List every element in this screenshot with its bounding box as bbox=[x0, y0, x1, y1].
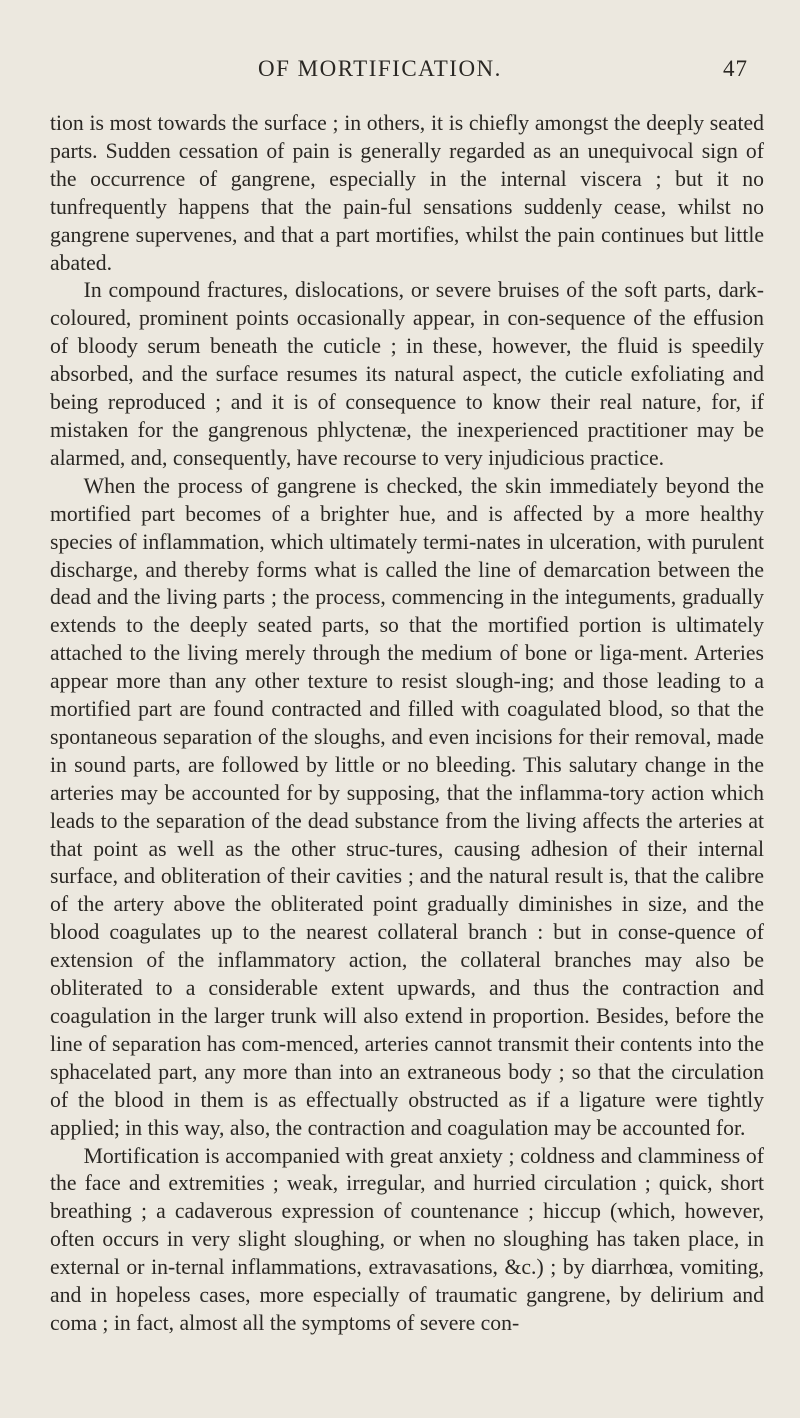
page-number: 47 bbox=[723, 56, 748, 81]
body-text bbox=[50, 110, 764, 1338]
paragraph-compound-fractures: In compound fractures, dislocations, or severe bruises of the soft parts, dark-coloured, prominent points occasionally appear, in con-sequence of the effusion of bloody serum beneath the cuticle ; in these, however, the fluid is speedily absorbed, and the surface resumes its natural aspect, the cuticle exfoliating and being reproduced ; and it is of consequence to know their real nature, for, if mistaken for the gangrenous phlyctenæ, the inexperienced practitioner may be alarmed, and, consequently, have recourse to very injudicious practice. bbox=[50, 278, 764, 470]
running-title: OF MORTIFICATION. bbox=[258, 56, 502, 81]
running-head bbox=[50, 56, 764, 96]
paragraph-continued: tion is most towards the surface ; in others, it is chiefly amongst the deeply seated parts. Sudden cessation of pain is generally regarded as an unequivocal sign of the occurrence of gangrene, especially in the internal viscera ; but it no tunfrequently happens that the pain-ful sensations suddenly cease, whilst no gangrene supervenes, and that a part mortifies, whilst the pain continues but little abated. bbox=[50, 111, 764, 275]
paragraph-line-of-demarcation: When the process of gangrene is checked, the skin immediately beyond the mortified part becomes of a brighter hue, and is affected by a more healthy species of inflammation, which ultimately termi-nates in ulceration, with purulent discharge, and thereby forms what is called the line of demarcation between the dead and the living parts ; the process, commencing in the integuments, gradually extends to the deeply seated parts, so that the mortified portion is ultimately attached to the living merely through the medium of bone or liga-ment. Arteries appear more than any other texture to resist slough-ing; and those leading to a mortified part are found contracted and filled with coagulated blood, so that the spontaneous separation of the sloughs, and even incisions for their removal, made in sound parts, are followed by little or no bleeding. This salutary change in the arteries may be accounted for by supposing, that the inflamma-tory action which leads to the separation of the dead substance from the living affects the arteries at that point as well as the other struc-tures, causing adhesion of their internal surface, and obliteration of their cavities ; and the natural result is, that the calibre of the artery above the obliterated point gradually diminishes in size, and the blood coagulates up to the nearest collateral branch : but in conse-quence of extension of the inflammatory action, the collateral branches may also be obliterated to a considerable extent upwards, and thus the contraction and coagulation in the larger trunk will also extend in proportion. Besides, before the line of separation has com-menced, arteries cannot transmit their contents into the sphacelated part, any more than into an extraneous body ; so that the circulation of the blood in them is as effectually obstructed as if a ligature were tightly applied; in this way, also, the contraction and coagulation may be accounted for. bbox=[50, 473, 764, 1140]
paragraph-mortification-symptoms: Mortification is accompanied with great anxiety ; coldness and clamminess of the face and extremities ; weak, irregular, and hurried circulation ; quick, short breathing ; a cadaverous expression of countenance ; hiccup (which, however, often occurs in very slight sloughing, or when no sloughing has taken place, in external or in-ternal inflammations, extravasations, &c.) ; by diarrhœa, vomiting, and in hopeless cases, more especially of traumatic gangrene, by delirium and coma ; in fact, almost all the symptoms of severe con- bbox=[50, 1143, 764, 1335]
